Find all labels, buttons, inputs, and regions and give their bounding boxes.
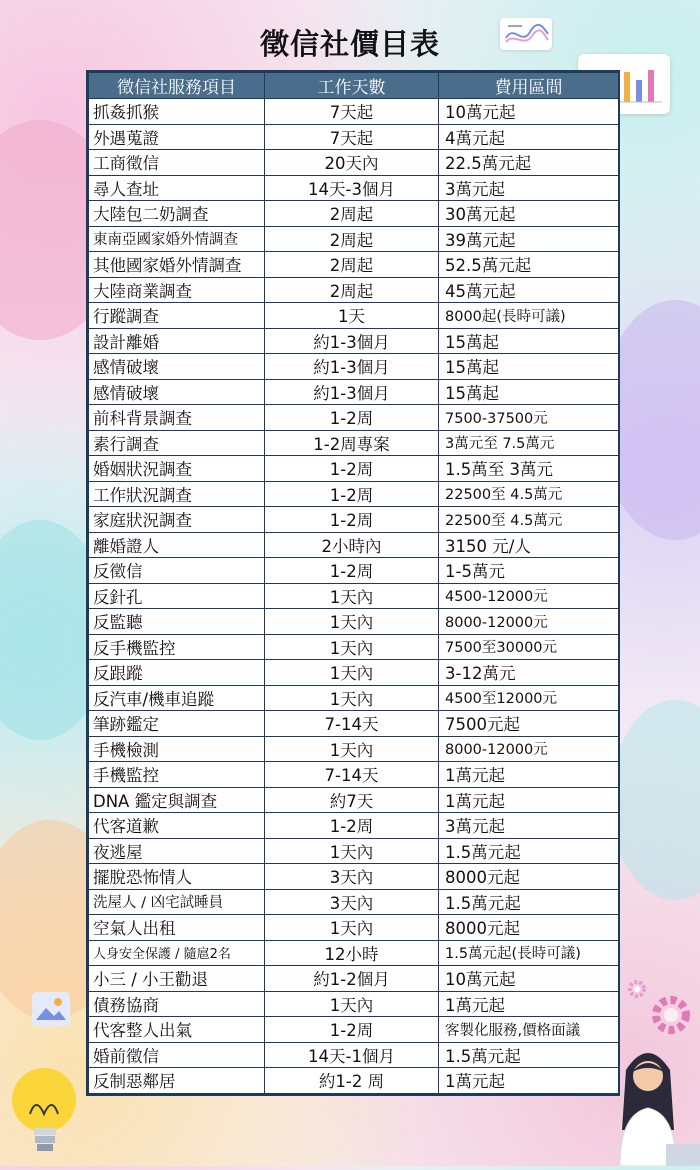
fee-range-cell: 1萬元起: [439, 787, 619, 813]
table-row: [89, 226, 619, 252]
table-row: [89, 736, 619, 762]
wave-chart-icon: [500, 18, 552, 50]
service-name-cell: 反汽車/機車追蹤: [89, 685, 265, 711]
service-name-cell: 婚前徵信: [89, 1042, 265, 1068]
duration-cell: 7天起: [265, 99, 439, 125]
fee-range-cell: 1.5萬元起(長時可議): [439, 940, 619, 966]
duration-cell: 1天內: [265, 685, 439, 711]
service-name-cell: 夜逃屋: [89, 838, 265, 864]
duration-cell: 2周起: [265, 201, 439, 227]
table-row: [89, 1042, 619, 1068]
service-name-cell: 反制惡鄰居: [89, 1068, 265, 1094]
service-name-cell: 工作狀況調查: [89, 481, 265, 507]
duration-cell: 12小時: [265, 940, 439, 966]
table-row: [89, 711, 619, 737]
service-name-cell: 大陸商業調查: [89, 277, 265, 303]
table-row: [89, 354, 619, 380]
service-name-cell: 感情破壞: [89, 379, 265, 405]
table-row: [89, 430, 619, 456]
fee-range-cell: 10萬元起: [439, 966, 619, 992]
price-table: [86, 70, 620, 1096]
service-name-cell: 感情破壞: [89, 354, 265, 380]
table-row: [89, 940, 619, 966]
duration-cell: 1天內: [265, 609, 439, 635]
fee-range-cell: 4500至12000元: [439, 685, 619, 711]
table-row: [89, 252, 619, 278]
table-row: [89, 175, 619, 201]
fee-range-cell: 7500-37500元: [439, 405, 619, 431]
service-name-cell: 洗屋人 / 凶宅試睡員: [89, 889, 265, 915]
fee-range-cell: 1萬元起: [439, 762, 619, 788]
duration-cell: 3天內: [265, 864, 439, 890]
service-name-cell: 筆跡鑑定: [89, 711, 265, 737]
duration-cell: 1-2周: [265, 481, 439, 507]
service-name-cell: 債務協商: [89, 991, 265, 1017]
fee-range-cell: 3萬元至 7.5萬元: [439, 430, 619, 456]
duration-cell: 1天: [265, 303, 439, 329]
table-row: [89, 838, 619, 864]
duration-cell: 1天內: [265, 583, 439, 609]
fee-range-cell: 3150 元/人: [439, 532, 619, 558]
service-name-cell: 婚姻狀況調查: [89, 456, 265, 482]
fee-range-cell: 3萬元起: [439, 175, 619, 201]
fee-range-cell: 15萬起: [439, 328, 619, 354]
duration-cell: 約1-3個月: [265, 379, 439, 405]
service-name-cell: 尋人查址: [89, 175, 265, 201]
table-row: [89, 481, 619, 507]
gear-icon: [648, 992, 694, 1038]
table-row: [89, 634, 619, 660]
fee-range-cell: 客製化服務,價格面議: [439, 1017, 619, 1043]
fee-range-cell: 1-5萬元: [439, 558, 619, 584]
service-name-cell: 設計離婚: [89, 328, 265, 354]
fee-range-cell: 22500至 4.5萬元: [439, 481, 619, 507]
service-name-cell: 東南亞國家婚外情調查: [89, 226, 265, 252]
table-row: [89, 328, 619, 354]
table-row: [89, 303, 619, 329]
service-name-cell: DNA 鑑定與調查: [89, 787, 265, 813]
duration-cell: 約1-2個月: [265, 966, 439, 992]
duration-cell: 7-14天: [265, 711, 439, 737]
service-name-cell: 反徵信: [89, 558, 265, 584]
header-service: 徵信社服務項目: [89, 73, 265, 99]
table-row: [89, 150, 619, 176]
fee-range-cell: 1.5萬元起: [439, 1042, 619, 1068]
service-name-cell: 前科背景調查: [89, 405, 265, 431]
fee-range-cell: 22500至 4.5萬元: [439, 507, 619, 533]
table-row: [89, 405, 619, 431]
table-row: [89, 456, 619, 482]
fee-range-cell: 30萬元起: [439, 201, 619, 227]
fee-range-cell: 1.5萬至 3萬元: [439, 456, 619, 482]
service-name-cell: 大陸包二奶調查: [89, 201, 265, 227]
table-row: [89, 201, 619, 227]
table-row: [89, 966, 619, 992]
table-row: [89, 124, 619, 150]
table-row: [89, 1017, 619, 1043]
duration-cell: 約1-3個月: [265, 328, 439, 354]
fee-range-cell: 15萬起: [439, 379, 619, 405]
duration-cell: 1天內: [265, 634, 439, 660]
table-row: [89, 99, 619, 125]
duration-cell: 1-2周: [265, 507, 439, 533]
duration-cell: 14天-1個月: [265, 1042, 439, 1068]
fee-range-cell: 4500-12000元: [439, 583, 619, 609]
table-row: [89, 991, 619, 1017]
duration-cell: 20天內: [265, 150, 439, 176]
service-name-cell: 反監聽: [89, 609, 265, 635]
table-row: [89, 532, 619, 558]
header-duration: 工作天數: [265, 73, 439, 99]
table-row: [89, 685, 619, 711]
table-row: [89, 558, 619, 584]
service-name-cell: 擺脫恐怖情人: [89, 864, 265, 890]
table-row: [89, 660, 619, 686]
service-name-cell: 人身安全保護 / 隨扈2名: [89, 940, 265, 966]
fee-range-cell: 7500至30000元: [439, 634, 619, 660]
fee-range-cell: 22.5萬元起: [439, 150, 619, 176]
table-row: [89, 583, 619, 609]
table-header-row: [89, 73, 619, 99]
service-name-cell: 代客道歉: [89, 813, 265, 839]
fee-range-cell: 1萬元起: [439, 991, 619, 1017]
fee-range-cell: 3萬元起: [439, 813, 619, 839]
duration-cell: 約7天: [265, 787, 439, 813]
duration-cell: 1天內: [265, 991, 439, 1017]
table-row: [89, 864, 619, 890]
fee-range-cell: 8000-12000元: [439, 736, 619, 762]
decor-blob: [610, 700, 700, 900]
fee-range-cell: 3-12萬元: [439, 660, 619, 686]
service-name-cell: 家庭狀況調查: [89, 507, 265, 533]
photo-icon: [32, 992, 70, 1026]
duration-cell: 14天-3個月: [265, 175, 439, 201]
fee-range-cell: 10萬元起: [439, 99, 619, 125]
service-name-cell: 空氣人出租: [89, 915, 265, 941]
duration-cell: 7天起: [265, 124, 439, 150]
duration-cell: 2周起: [265, 277, 439, 303]
header-fee: 費用區間: [439, 73, 619, 99]
service-name-cell: 手機監控: [89, 762, 265, 788]
table-row: [89, 507, 619, 533]
lightbulb-icon: [8, 1064, 88, 1159]
service-name-cell: 小三 / 小王勸退: [89, 966, 265, 992]
table-row: [89, 915, 619, 941]
duration-cell: 2周起: [265, 226, 439, 252]
service-name-cell: 素行調查: [89, 430, 265, 456]
woman-illustration: [596, 1040, 700, 1166]
duration-cell: 約1-3個月: [265, 354, 439, 380]
service-name-cell: 反跟蹤: [89, 660, 265, 686]
fee-range-cell: 1.5萬元起: [439, 838, 619, 864]
fee-range-cell: 52.5萬元起: [439, 252, 619, 278]
table-row: [89, 277, 619, 303]
fee-range-cell: 1.5萬元起: [439, 889, 619, 915]
duration-cell: 7-14天: [265, 762, 439, 788]
duration-cell: 約1-2 周: [265, 1068, 439, 1094]
duration-cell: 1-2周: [265, 813, 439, 839]
fee-range-cell: 8000-12000元: [439, 609, 619, 635]
duration-cell: 3天內: [265, 889, 439, 915]
fee-range-cell: 39萬元起: [439, 226, 619, 252]
service-name-cell: 手機檢測: [89, 736, 265, 762]
fee-range-cell: 7500元起: [439, 711, 619, 737]
service-name-cell: 其他國家婚外情調查: [89, 252, 265, 278]
duration-cell: 1天內: [265, 660, 439, 686]
fee-range-cell: 1萬元起: [439, 1068, 619, 1094]
table-row: [89, 762, 619, 788]
service-name-cell: 外遇蒐證: [89, 124, 265, 150]
duration-cell: 1-2周: [265, 405, 439, 431]
gear-icon: [626, 978, 648, 1000]
table-row: [89, 609, 619, 635]
duration-cell: 1天內: [265, 736, 439, 762]
service-name-cell: 工商徵信: [89, 150, 265, 176]
service-name-cell: 行蹤調查: [89, 303, 265, 329]
service-name-cell: 反針孔: [89, 583, 265, 609]
table-row: [89, 813, 619, 839]
duration-cell: 1-2周: [265, 456, 439, 482]
duration-cell: 1-2周: [265, 1017, 439, 1043]
service-name-cell: 反手機監控: [89, 634, 265, 660]
duration-cell: 1天內: [265, 915, 439, 941]
duration-cell: 1-2周專案: [265, 430, 439, 456]
fee-range-cell: 45萬元起: [439, 277, 619, 303]
duration-cell: 2周起: [265, 252, 439, 278]
fee-range-cell: 15萬起: [439, 354, 619, 380]
table-row: [89, 1068, 619, 1094]
service-name-cell: 代客整人出氣: [89, 1017, 265, 1043]
service-name-cell: 抓姦抓猴: [89, 99, 265, 125]
duration-cell: 1-2周: [265, 558, 439, 584]
fee-range-cell: 8000起(長時可議): [439, 303, 619, 329]
fee-range-cell: 8000元起: [439, 915, 619, 941]
duration-cell: 2小時內: [265, 532, 439, 558]
page-title: 徵信社價目表: [259, 27, 440, 61]
table-row: [89, 379, 619, 405]
fee-range-cell: 4萬元起: [439, 124, 619, 150]
table-row: [89, 889, 619, 915]
table-row: [89, 787, 619, 813]
service-name-cell: 離婚證人: [89, 532, 265, 558]
duration-cell: 1天內: [265, 838, 439, 864]
fee-range-cell: 8000元起: [439, 864, 619, 890]
